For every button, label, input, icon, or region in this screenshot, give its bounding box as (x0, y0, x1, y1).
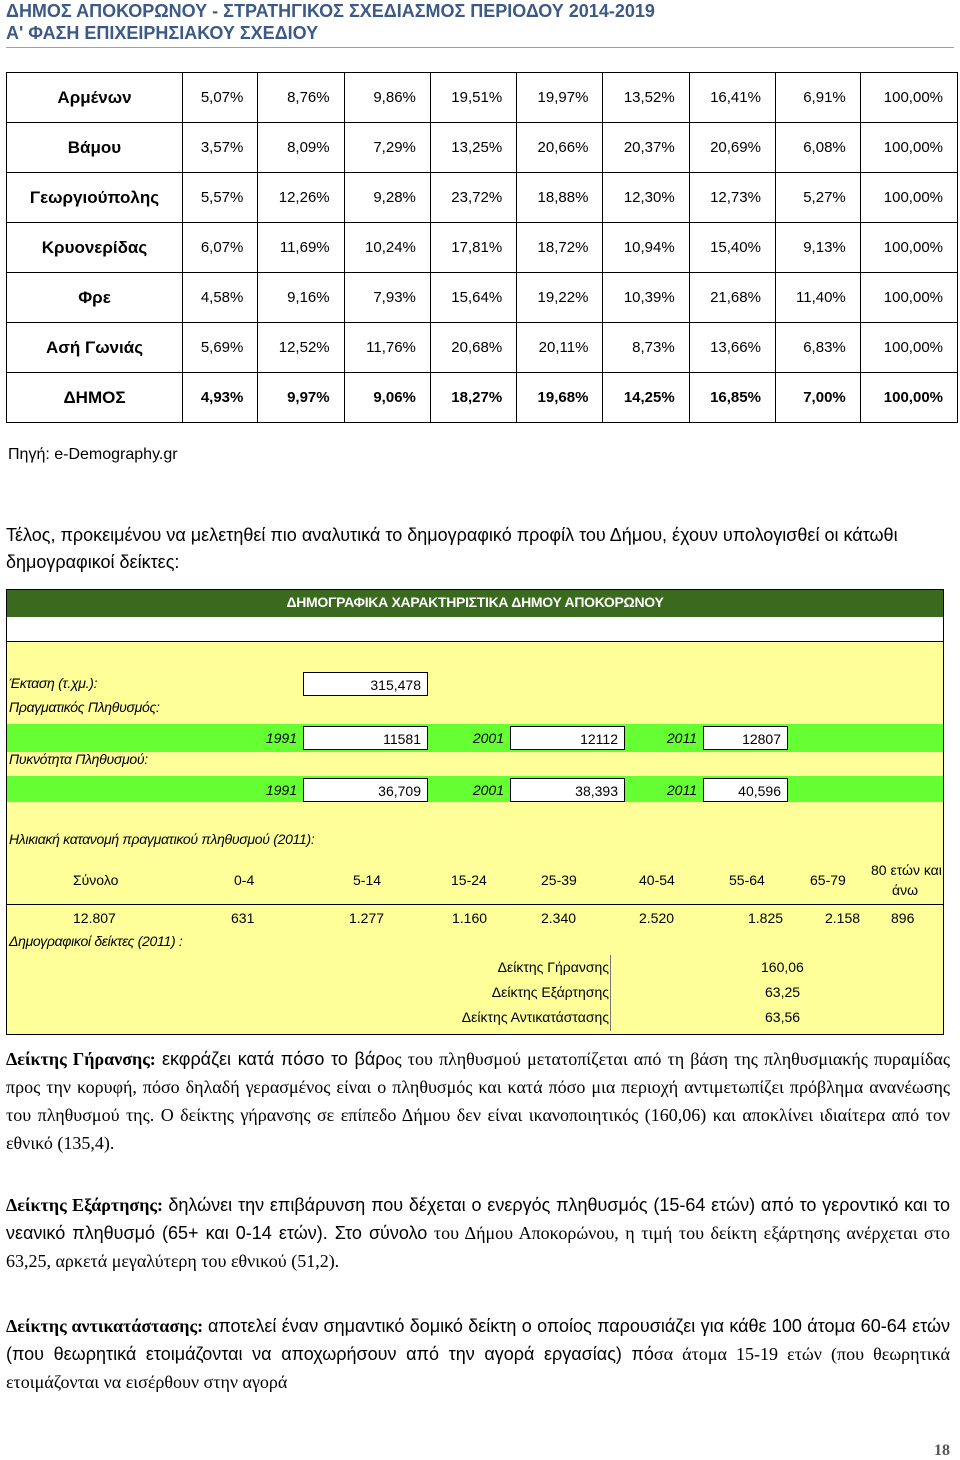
table-cell: 15,40% (689, 223, 775, 273)
table-cell: 100,00% (860, 273, 957, 323)
table-cell: 11,40% (775, 273, 860, 323)
table-cell: 9,86% (344, 73, 430, 123)
table-cell: 16,41% (689, 73, 775, 123)
table-cell: 18,27% (430, 373, 516, 423)
table-cell: 10,94% (603, 223, 689, 273)
density-year-2001: 2001 (472, 782, 504, 798)
row-name: Αρμένων (7, 73, 183, 123)
table-cell: 18,88% (517, 173, 603, 223)
age-value-total: 12.807 (73, 910, 116, 926)
dependency-index-text: του Δήμου Αποκορώνου, η τιμή του δείκτη εξάρτησης ανέρχεται στο 63,25, αρκετά μεγαλύτερη του εθνικού (51,2). (6, 1223, 950, 1271)
replacement-index-paragraph (6, 1312, 950, 1396)
age-header-25-39: 25-39 (541, 872, 577, 888)
table-cell: 3,57% (183, 123, 258, 173)
age-value-0-4: 631 (231, 910, 255, 926)
pop-year-1991: 1991 (265, 730, 297, 746)
population-label: Πραγματικός Πληθυσμός: (9, 699, 160, 715)
pop-year-2001: 2001 (472, 730, 504, 746)
demographics-title: ΔΗΜΟΓΡΑΦΙΚΑ ΧΑΡΑΚΤΗΡΙΣΤΙΚΑ ΔΗΜΟΥ ΑΠΟΚΟΡΩΝΟΥ (7, 590, 943, 617)
table-cell: 8,09% (258, 123, 344, 173)
intro-paragraph: Τέλος, προκειμένου να μελετηθεί πιο αναλυτικά το δημογραφικό προφίλ του Δήμου, έχουν υπολογισθεί οι κάτωθι δημογραφικοί δείκτες: (6, 525, 898, 572)
table-cell: 12,30% (603, 173, 689, 223)
dependency-index-paragraph (6, 1191, 950, 1275)
age-header-80plus-line1: 80 ετών και (871, 862, 942, 878)
population-table (6, 72, 958, 423)
table-cell: 13,25% (430, 123, 516, 173)
table-row (7, 273, 958, 323)
index-name-dependency: Δείκτης Εξάρτησης (491, 984, 609, 1000)
table-cell: 100,00% (860, 73, 957, 123)
table-row (7, 73, 958, 123)
row-name: Ασή Γωνιάς (7, 323, 183, 373)
age-header-65-79: 65-79 (810, 872, 846, 888)
table-cell: 8,76% (258, 73, 344, 123)
row-name: ΔΗΜΟΣ (7, 373, 183, 423)
table-row (7, 373, 958, 423)
dependency-index-intro: δηλώνει την επιβάρυνση που δέχεται ο ενεργός πληθυσμός (15-64 ετών) από το γεροντικό και το νεανικό πληθυσμό (65+ και 0-14 ετών). Στο σύνολο (6, 1195, 951, 1243)
table-cell: 23,72% (430, 173, 516, 223)
age-header-divider (7, 904, 943, 905)
index-value-replacement: 63,56 (765, 1009, 801, 1025)
table-cell: 6,91% (775, 73, 860, 123)
header-divider (6, 47, 954, 48)
table-row (7, 123, 958, 173)
age-value-55-64: 1.825 (748, 910, 784, 926)
density-value-2011: 40,596 (703, 778, 788, 802)
table-cell: 11,76% (344, 323, 430, 373)
age-header-40-54: 40-54 (639, 872, 675, 888)
density-label: Πυκνότητα Πληθυσμού: (9, 751, 148, 767)
table-cell: 5,27% (775, 173, 860, 223)
index-value-dependency: 63,25 (765, 984, 801, 1000)
aging-index-title: Δείκτης Γήρανσης: (6, 1049, 156, 1069)
source-note: Πηγή: e-Demography.gr (8, 446, 178, 463)
table-cell: 20,69% (689, 123, 775, 173)
age-value-25-39: 2.340 (541, 910, 577, 926)
table-cell: 7,29% (344, 123, 430, 173)
age-value-80plus: 896 (891, 910, 915, 926)
table-cell: 100,00% (860, 123, 957, 173)
table-cell: 20,37% (603, 123, 689, 173)
replacement-index-title: Δείκτης αντικατάστασης: (6, 1316, 204, 1336)
table-cell: 4,58% (183, 273, 258, 323)
pop-value-1991: 11581 (303, 726, 428, 750)
table-row (7, 173, 958, 223)
indices-divider (610, 955, 611, 1031)
table-cell: 8,73% (603, 323, 689, 373)
table-cell: 12,73% (689, 173, 775, 223)
table-cell: 100,00% (860, 323, 957, 373)
table-cell: 5,57% (183, 173, 258, 223)
table-cell: 7,93% (344, 273, 430, 323)
pop-value-2011: 12807 (703, 726, 788, 750)
age-header-5-14: 5-14 (353, 872, 382, 888)
table-cell: 16,85% (689, 373, 775, 423)
aging-index-intro: εκφράζει κατά πόσο το βάρ (161, 1049, 386, 1069)
table-cell: 21,68% (689, 273, 775, 323)
table-cell: 100,00% (860, 223, 957, 273)
density-year-1991: 1991 (265, 782, 297, 798)
spacer (7, 802, 943, 826)
table-cell: 14,25% (603, 373, 689, 423)
age-distribution-label: Ηλικιακή κατανομή πραγματικού πληθυσμού (2011): (9, 831, 315, 847)
table-cell: 10,39% (603, 273, 689, 323)
age-value-40-54: 2.520 (639, 910, 675, 926)
aging-index-text: ος του πληθυσμού μετατοπίζεται από τη βάση της πληθυσμιακής πυραμίδας προς την κορυφή, πόσο δηλαδή γερασμένος είναι ο πληθυσμός και κατά πόσο μια περιοχή αντιμετωπίζει πρόβλημα ανανέωσης του πληθυσμού της. Ο δείκτης γήρανσης σε επίπεδο Δήμου δεν είναι ικανοποιητικός (160,06) και αποκλίνει ιδιαίτερα από τον εθνικό (135,4). (6, 1049, 950, 1153)
aging-index-paragraph (6, 1045, 950, 1157)
table-cell: 100,00% (860, 173, 957, 223)
table-cell: 20,66% (517, 123, 603, 173)
table-cell: 9,16% (258, 273, 344, 323)
age-header-15-24: 15-24 (451, 872, 487, 888)
row-name: Βάμου (7, 123, 183, 173)
table-cell: 19,51% (430, 73, 516, 123)
index-name-aging: Δείκτης Γήρανσης (497, 959, 609, 975)
table-cell: 7,00% (775, 373, 860, 423)
header-subtitle: Α' ΦΑΣΗ ΕΠΙΧΕΙΡΗΣΙΑΚΟΥ ΣΧΕΔΙΟΥ (6, 23, 319, 43)
replacement-index-text: σα άτομα 15-19 ετών (που θεωρητικά ετοιμάζονται να εισέρθουν στην αγορά (6, 1344, 950, 1392)
density-year-2011: 2011 (666, 782, 697, 798)
table-cell: 100,00% (860, 373, 957, 423)
blank-row (7, 617, 943, 642)
index-value-aging: 160,06 (761, 959, 804, 975)
table-cell: 12,52% (258, 323, 344, 373)
density-value-1991: 36,709 (303, 778, 428, 802)
age-value-15-24: 1.160 (452, 910, 488, 926)
table-cell: 5,69% (183, 323, 258, 373)
row-name: Γεωργιούπολης (7, 173, 183, 223)
table-cell: 13,52% (603, 73, 689, 123)
table-cell: 12,26% (258, 173, 344, 223)
table-cell: 19,22% (517, 273, 603, 323)
table-cell: 20,11% (517, 323, 603, 373)
age-value-5-14: 1.277 (349, 910, 385, 926)
table-cell: 9,28% (344, 173, 430, 223)
age-value-65-79: 2.158 (825, 910, 861, 926)
table-cell: 20,68% (430, 323, 516, 373)
table-cell: 6,83% (775, 323, 860, 373)
table-cell: 13,66% (689, 323, 775, 373)
table-cell: 18,72% (517, 223, 603, 273)
table-cell: 5,07% (183, 73, 258, 123)
table-cell: 4,93% (183, 373, 258, 423)
pop-value-2001: 12112 (510, 726, 625, 750)
age-header-total: Σύνολο (73, 872, 119, 888)
pop-year-2011: 2011 (666, 730, 697, 746)
dependency-index-title: Δείκτης Εξάρτησης: (6, 1195, 164, 1215)
table-cell: 6,08% (775, 123, 860, 173)
table-row (7, 223, 958, 273)
age-header-0-4: 0-4 (234, 872, 255, 888)
row-name: Φρε (7, 273, 183, 323)
area-value: 315,478 (303, 672, 428, 696)
table-cell: 10,24% (344, 223, 430, 273)
table-cell: 9,06% (344, 373, 430, 423)
table-cell: 9,13% (775, 223, 860, 273)
table-cell: 9,97% (258, 373, 344, 423)
table-cell: 15,64% (430, 273, 516, 323)
area-label: Έκταση (τ.χμ.): (9, 675, 98, 691)
table-cell: 19,97% (517, 73, 603, 123)
page-header (6, 0, 655, 44)
table-cell: 11,69% (258, 223, 344, 273)
header-title: ΔΗΜΟΣ ΑΠΟΚΟΡΩΝΟΥ - ΣΤΡΑΤΗΓΙΚΟΣ ΣΧΕΔΙΑΣΜΟΣ ΠΕΡΙΟΔΟΥ 2014-2019 (6, 1, 655, 21)
table-cell: 19,68% (517, 373, 603, 423)
indices-label: Δημογραφικοί δείκτες (2011) : (9, 933, 183, 949)
row-name: Κρυονερίδας (7, 223, 183, 273)
index-name-replacement: Δείκτης Αντικατάστασης (461, 1009, 609, 1025)
page-number: 18 (934, 1442, 950, 1459)
replacement-index-intro: αποτελεί έναν σημαντικό δομικό δείκτη ο οποίος παρουσιάζει για κάθε 100 άτομα 60-64 ετών (που θεωρητικά ετοιμάζονται να αποχωρήσουν από την αγορά εργασίας) πό (6, 1316, 950, 1364)
age-header-55-64: 55-64 (729, 872, 765, 888)
age-header-80plus-line2: άνω (892, 882, 919, 898)
table-cell: 6,07% (183, 223, 258, 273)
demographics-panel (6, 589, 944, 1035)
table-row (7, 323, 958, 373)
table-cell: 17,81% (430, 223, 516, 273)
density-value-2001: 38,393 (510, 778, 625, 802)
